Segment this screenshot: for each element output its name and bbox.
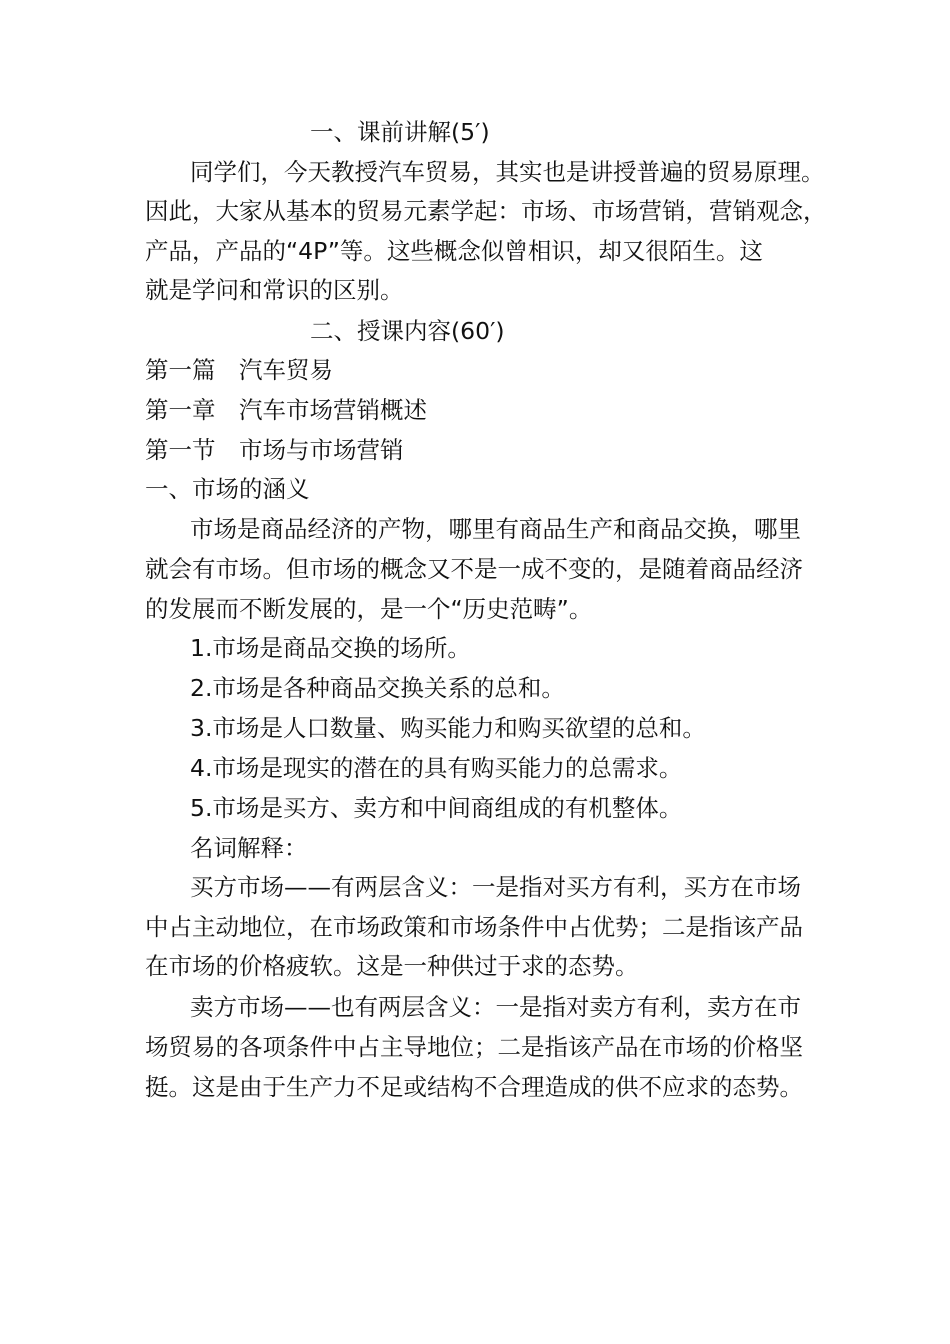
list-item-5: 5.市场是买方、卖方和中间商组成的有机整体。 bbox=[190, 794, 683, 822]
buyer-market-line-1: 买方市场——有两层含义：一是指对买方有利，买方在市场 bbox=[190, 873, 801, 901]
subsection-title: 一、市场的涵义 bbox=[145, 475, 310, 503]
seller-market-line-3: 挺。这是由于生产力不足或结构不合理造成的供不应求的态势。 bbox=[145, 1073, 803, 1101]
intro-line-4: 就是学问和常识的区别。 bbox=[145, 276, 404, 304]
buyer-market-line-2: 中占主动地位，在市场政策和市场条件中占优势；二是指该产品 bbox=[145, 913, 803, 941]
list-item-3: 3.市场是人口数量、购买能力和购买欲望的总和。 bbox=[190, 714, 706, 742]
buyer-market-line-3: 在市场的价格疲软。这是一种供过于求的态势。 bbox=[145, 952, 639, 980]
para1-line-1: 市场是商品经济的产物，哪里有商品生产和商品交换，哪里 bbox=[190, 515, 801, 543]
section-title: 第一节 市场与市场营销 bbox=[145, 436, 404, 464]
list-item-2: 2.市场是各种商品交换关系的总和。 bbox=[190, 674, 565, 702]
chapter-title: 第一章 汽车市场营销概述 bbox=[145, 396, 427, 424]
seller-market-line-2: 场贸易的各项条件中占主导地位；二是指该产品在市场的价格坚 bbox=[145, 1033, 803, 1061]
part-title: 第一篇 汽车贸易 bbox=[145, 356, 333, 384]
seller-market-line-1: 卖方市场——也有两层含义：一是指对卖方有利，卖方在市 bbox=[190, 993, 801, 1021]
heading-pre-class: 一、课前讲解(5′) bbox=[310, 118, 490, 146]
intro-line-2: 因此，大家从基本的贸易元素学起：市场、市场营销，营销观念， bbox=[145, 197, 827, 225]
para1-line-2: 就会有市场。但市场的概念又不是一成不变的，是随着商品经济 bbox=[145, 555, 803, 583]
para1-line-3: 的发展而不断发展的，是一个“历史范畴”。 bbox=[145, 595, 593, 623]
intro-line-3: 产品，产品的“4P”等。这些概念似曾相识，却又很陌生。这 bbox=[145, 237, 763, 265]
list-item-4: 4.市场是现实的潜在的具有购买能力的总需求。 bbox=[190, 754, 683, 782]
heading-lecture-content: 二、授课内容(60′) bbox=[310, 317, 505, 345]
intro-line-1: 同学们，今天教授汽车贸易，其实也是讲授普遍的贸易原理。 bbox=[190, 158, 825, 186]
list-item-1: 1.市场是商品交换的场所。 bbox=[190, 634, 471, 662]
term-label: 名词解释： bbox=[190, 834, 308, 862]
